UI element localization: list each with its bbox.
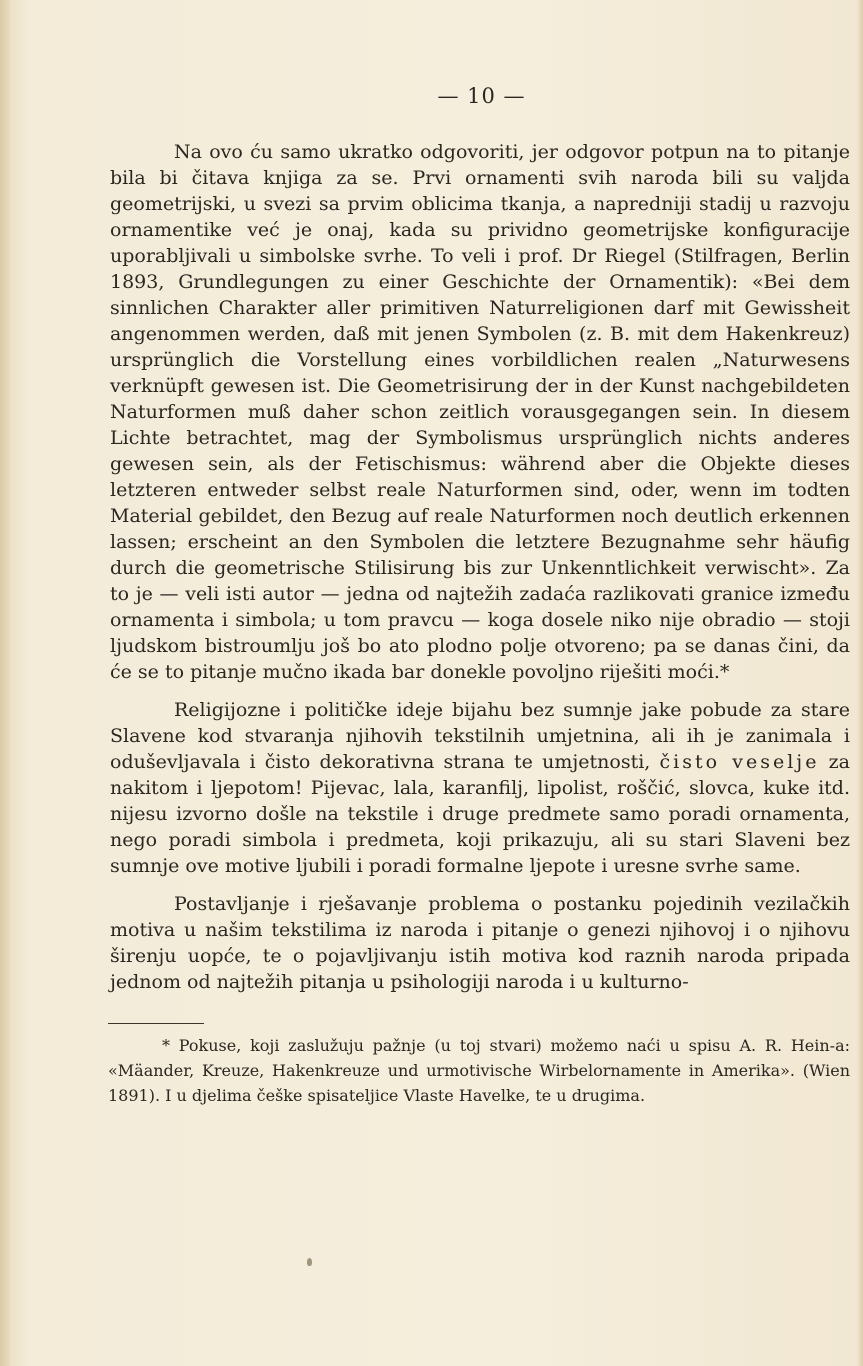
page-outer-edge	[857, 0, 863, 1366]
paragraph-3: Postavljanje i rješavanje problema o postanku pojedinih vezilačkih motiva u našim tekstilima iz naroda i pitanje o genezi njihovoj i o njihovu širenju uopće, te o pojavljivanju istih motiva kod raznih naroda pripada jednom od najtežih pitanja u psihologiji naroda i u kulturno-	[110, 893, 850, 993]
paragraph-2-text-before: Religijozne i političke ideje bijahu bez sumnje jake pobude za stare Slavene kod stvaranja njihovih tekstilnih umjetnina, ali ih je zanimala i oduševljavala i čisto dekorativna strana te umjetnosti,	[110, 699, 850, 773]
paragraph-1: Na ovo ću samo ukratko odgovoriti, jer odgovor potpun na to pitanje bila bi čitava knjiga za se. Prvi ornamenti svih naroda bili su valjda geometrijski, u svezi sa prvim oblicima tkanja, a napredniji stadij u razvoju ornamentike već je onaj, kada su prividno geometrijske konfiguracije uporabljivali u simbolske svrhe. To veli i prof. Dr Riegel (Stilfragen, Berlin 1893, Grundlegungen zu einer Geschichte der Ornamentik): «Bei dem sinnlichen Charakter aller primitiven Naturreligionen darf mit Gewissheit angenommen werden, daß mit jenen Symbolen (z. B. mit dem Hakenkreuz) ursprünglich die Vorstellung eines vorbildlichen realen „Naturwesens verknüpft gewesen ist. Die Geometrisirung der in der Kunst nachgebildeten Naturformen muß daher schon zeitlich vorausgegangen sein. In diesem Lichte betrachtet, mag der Symbolismus ursprünglich nichts anderes gewesen sein, als der Fetischismus: während aber die Objekte dieses letzteren entweder selbst reale Naturformen sind, oder, wenn im todten Material gebildet, den Bezug auf reale Naturformen noch deutlich erkennen lassen; erscheint an den Symbolen die letztere Bezugnahme sehr häufig durch die geometrische Stilisirung bis zur Unkenntlichkeit verwischt». Za to je — veli isti autor — jedna od najtežih zadaća razlikovati granice između ornamenta i simbola; u tom pravcu — koga dosele niko nije obradio — stoji ljudskom bistroumlju još bo ato plodno polje otvoreno; pa se danas čini, da će se to pitanje mučno ikada bar donekle povoljno riješiti moći.*	[110, 141, 850, 683]
paragraph-2	[110, 697, 850, 879]
body-text	[110, 139, 850, 1007]
paragraph-2-emphasis: čisto veselje	[659, 751, 820, 773]
footnote: * Pokuse, koji zaslužuju pažnje (u toj stvari) možemo naći u spisu A. R. Hein-a: «Mäander, Kreuze, Hakenkreuze und urmotivische Wirbelornamente in Amerika». (Wien 1891). I u djelima češke spisateljice Vlaste Havelke, te u drugima.	[108, 1036, 850, 1105]
ink-spot	[307, 1258, 312, 1266]
page-binding-edge	[0, 0, 10, 1366]
page-number: — 10 —	[437, 84, 526, 108]
paragraph-2-text-after: za nakitom i ljepotom! Pijevac, lala, karanfilj, lipolist, roščić, slovca, kuke itd. nijesu izvorno došle na tekstile i druge predmete samo poradi ornamenta, nego poradi simbola i predmeta, koji prikazuju, ali su stari Slaveni bez sumnje ove motive ljubili i poradi formalne ljepote i uresne svrhe same.	[110, 751, 850, 877]
footnote-divider	[108, 1023, 204, 1024]
